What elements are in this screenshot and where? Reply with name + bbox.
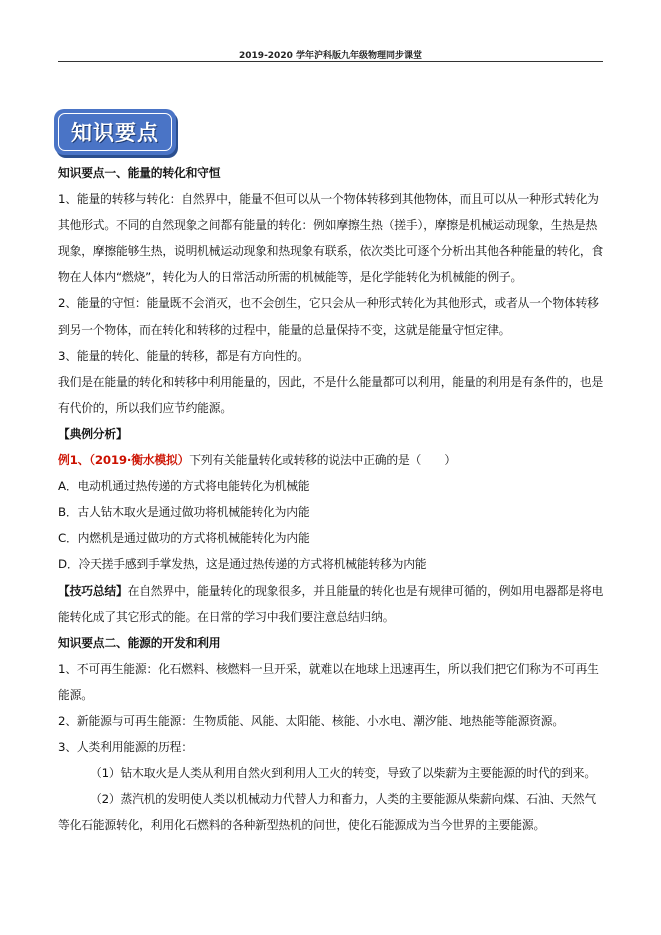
section2-paragraph-3: 3、人类利用能源的历程： [58,740,193,755]
header-divider [58,61,603,62]
example-label: 例1、（2019·衡水模拟） [58,453,190,468]
example-question [58,447,606,473]
section1-paragraph-3: 3、能量的转化、能量的转移，都是有方向性的。 [58,348,309,363]
section2-paragraph-4: （1）钻木取火是人类从利用自然火到利用人工火的转变，导致了以柴薪为主要能源的时代的到来。 [90,766,596,781]
document-body [58,160,606,838]
tip-summary [58,578,606,630]
tip-label: 【技巧总结】 [58,583,128,598]
section1-paragraph-1: 1、能量的转移与转化：自然界中，能量不但可以从一个物体转移到其他物体，而且可以从一种形式转化为其他形式。不同的自然现象之间都有能量的转化：例如摩擦生热（搓手），摩擦是机械运动现象，生热是热现象，摩擦能够生热，说明机械运动现象和热现象有联系，依次类比可逐个分析出其他各种能量的转化，食物在人体内“燃烧”，转化为人的日常活动所需的机械能等，是化学能转化为机械能的例子。 [58,192,604,285]
knowledge-points-badge [54,109,176,155]
option-a: A．电动机通过热传递的方式将电能转化为机械能 [58,479,310,494]
option-c: C．内燃机是通过做功的方式将机械能转化为内能 [58,531,310,546]
section2-paragraph-2: 2、新能源与可再生能源：生物质能、风能、太阳能、核能、小水电、潮汐能、地热能等能源资源。 [58,713,564,728]
option-b: B．古人钻木取火是通过做功将机械能转化为内能 [58,505,310,520]
section2-paragraph-1: 1、不可再生能源：化石燃料、核燃料一旦开采，就难以在地球上迅速再生，所以我们把它们称为不可再生能源。 [58,661,599,702]
page-header: 2019-2020 学年沪科版九年级物理同步课堂 [239,51,422,61]
example-question-text: 下列有关能量转化或转移的说法中正确的是（ ） [189,453,456,468]
section1-paragraph-4: 我们是在能量的转化和转移中利用能量的，因此，不是什么能量都可以利用，能量的利用是有条件的，也是有代价的，所以我们应节约能源。 [58,374,604,415]
badge-text: 知识要点 [71,120,159,145]
section2-paragraph-5: （2）蒸汽机的发明使人类以机械动力代替人力和畜力，人类的主要能源从柴薪向煤、石油、天然气等化石能源转化，利用化石燃料的各种新型热机的问世，使化石能源成为当今世界的主要能源。 [58,792,596,833]
badge-frame [58,113,172,151]
section1-title: 知识要点一、能量的转化和守恒 [58,166,221,180]
example-heading: 【典例分析】 [58,426,128,441]
section1-paragraph-2: 2、能量的守恒：能量既不会消灭，也不会创生，它只会从一种形式转化为其他形式，或者从一个物体转移到另一个物体，而在转化和转移的过程中，能量的总量保持不变，这就是能量守恒定律。 [58,296,599,337]
section2-title: 知识要点二、能源的开发和利用 [58,635,221,650]
tip-text: 在自然界中，能量转化的现象很多，并且能量的转化也是有规律可循的，例如用电器都是将电能转化成了其它形式的能。在日常的学习中我们要注意总结归纳。 [58,583,604,624]
option-d: D．冷天搓手感到手掌发热，这是通过热传递的方式将机械能转移为内能 [58,557,427,572]
